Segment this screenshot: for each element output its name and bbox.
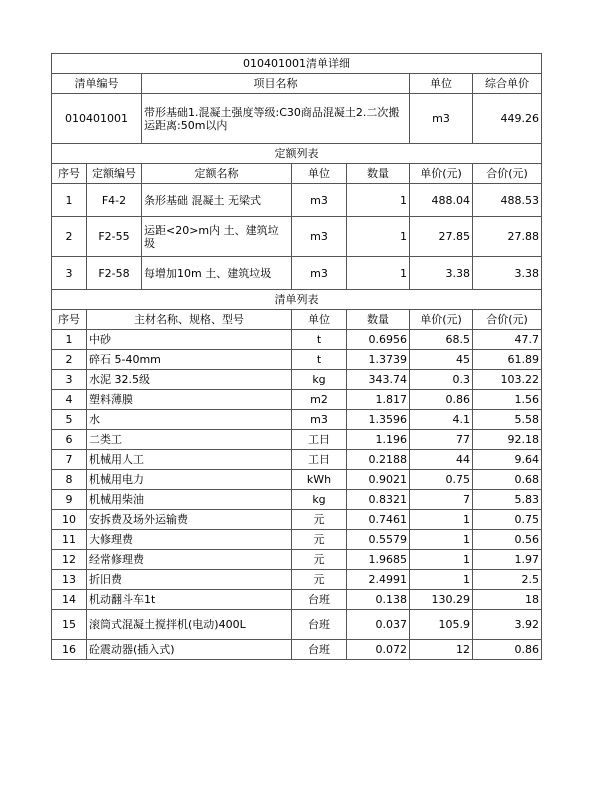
- material-seq: 10: [52, 510, 87, 530]
- quota-qty: 1: [347, 257, 410, 290]
- bill-name-header: 项目名称: [142, 74, 410, 94]
- material-qty: 1.3739: [347, 350, 410, 370]
- material-qty: 343.74: [347, 370, 410, 390]
- quota-unit-price: 27.85: [410, 217, 473, 257]
- material-row: [52, 450, 542, 470]
- material-row: [52, 350, 542, 370]
- material-unit-price: 77: [410, 430, 473, 450]
- quota-name: 条形基础 混凝土 无梁式: [142, 184, 292, 217]
- material-name: 机械用柴油: [87, 490, 292, 510]
- material-unit-price: 0.3: [410, 370, 473, 390]
- material-total: 2.5: [473, 570, 542, 590]
- material-seq: 6: [52, 430, 87, 450]
- material-unit: 工日: [292, 430, 347, 450]
- material-unit: kWh: [292, 470, 347, 490]
- bill-detail-table: [51, 53, 542, 660]
- quota-unit: m3: [292, 184, 347, 217]
- material-qty-header: 数量: [347, 310, 410, 330]
- material-total: 103.22: [473, 370, 542, 390]
- material-qty: 0.5579: [347, 530, 410, 550]
- material-row: [52, 570, 542, 590]
- material-seq: 3: [52, 370, 87, 390]
- quota-seq: 1: [52, 184, 87, 217]
- quota-total-header: 合价(元): [473, 164, 542, 184]
- material-total-header: 合价(元): [473, 310, 542, 330]
- material-unit-price: 1: [410, 550, 473, 570]
- material-unit: 元: [292, 510, 347, 530]
- material-seq: 8: [52, 470, 87, 490]
- material-total: 1.97: [473, 550, 542, 570]
- material-row: [52, 530, 542, 550]
- material-section-title: 清单列表: [52, 290, 542, 310]
- material-seq: 11: [52, 530, 87, 550]
- material-unit-price: 68.5: [410, 330, 473, 350]
- material-total: 0.86: [473, 640, 542, 660]
- bill-code: 010401001: [52, 94, 142, 144]
- quota-unit: m3: [292, 217, 347, 257]
- material-unit: m2: [292, 390, 347, 410]
- material-row: [52, 410, 542, 430]
- material-seq: 1: [52, 330, 87, 350]
- material-qty: 1.9685: [347, 550, 410, 570]
- title-row: [52, 54, 542, 74]
- quota-code: F4-2: [87, 184, 142, 217]
- material-unit: 台班: [292, 640, 347, 660]
- quota-total: 27.88: [473, 217, 542, 257]
- material-row: [52, 590, 542, 610]
- material-seq: 2: [52, 350, 87, 370]
- material-unit: t: [292, 350, 347, 370]
- material-total: 5.83: [473, 490, 542, 510]
- material-row: [52, 430, 542, 450]
- material-name: 水: [87, 410, 292, 430]
- quota-unit-header: 单位: [292, 164, 347, 184]
- material-unit-price: 130.29: [410, 590, 473, 610]
- material-name: 二类工: [87, 430, 292, 450]
- material-qty: 1.3596: [347, 410, 410, 430]
- material-unit-price: 12: [410, 640, 473, 660]
- material-qty: 0.037: [347, 610, 410, 640]
- quota-header-row: [52, 164, 542, 184]
- material-total: 0.75: [473, 510, 542, 530]
- bill-unit-header: 单位: [410, 74, 473, 94]
- material-unit: t: [292, 330, 347, 350]
- material-total: 92.18: [473, 430, 542, 450]
- quota-total: 488.53: [473, 184, 542, 217]
- material-total: 3.92: [473, 610, 542, 640]
- quota-seq: 2: [52, 217, 87, 257]
- material-name: 机械用人工: [87, 450, 292, 470]
- quota-seq-header: 序号: [52, 164, 87, 184]
- material-unit: 台班: [292, 610, 347, 640]
- material-unit: 工日: [292, 450, 347, 470]
- bill-price-header: 综合单价: [473, 74, 542, 94]
- table-title: 010401001清单详细: [52, 54, 542, 74]
- material-name: 水泥 32.5级: [87, 370, 292, 390]
- quota-code: F2-55: [87, 217, 142, 257]
- material-unit: 元: [292, 550, 347, 570]
- material-unit-price: 1: [410, 530, 473, 550]
- material-seq: 7: [52, 450, 87, 470]
- quota-code: F2-58: [87, 257, 142, 290]
- quota-name-header: 定额名称: [142, 164, 292, 184]
- quota-row: [52, 184, 542, 217]
- material-row: [52, 390, 542, 410]
- material-name: 砼震动器(插入式): [87, 640, 292, 660]
- material-unit-price: 1: [410, 510, 473, 530]
- material-row: [52, 370, 542, 390]
- bill-row: [52, 94, 542, 144]
- material-qty: 0.2188: [347, 450, 410, 470]
- material-row: [52, 640, 542, 660]
- quota-name: 运距<20>m内 土、建筑垃圾: [142, 217, 292, 257]
- material-total: 9.64: [473, 450, 542, 470]
- material-row: [52, 470, 542, 490]
- quota-total: 3.38: [473, 257, 542, 290]
- quota-unit-price: 3.38: [410, 257, 473, 290]
- material-total: 5.58: [473, 410, 542, 430]
- material-name: 碎石 5-40mm: [87, 350, 292, 370]
- quota-section-title: 定额列表: [52, 144, 542, 164]
- material-unit: 台班: [292, 590, 347, 610]
- material-unit: m3: [292, 410, 347, 430]
- bill-header-row: [52, 74, 542, 94]
- material-row: [52, 550, 542, 570]
- quota-qty-header: 数量: [347, 164, 410, 184]
- bill-price: 449.26: [473, 94, 542, 144]
- material-seq: 4: [52, 390, 87, 410]
- material-name: 滚筒式混凝土搅拌机(电动)400L: [87, 610, 292, 640]
- material-unit-price: 0.75: [410, 470, 473, 490]
- material-name: 折旧费: [87, 570, 292, 590]
- material-total: 61.89: [473, 350, 542, 370]
- quota-section-row: [52, 144, 542, 164]
- quota-seq: 3: [52, 257, 87, 290]
- material-header-row: [52, 310, 542, 330]
- material-seq: 13: [52, 570, 87, 590]
- material-qty: 0.6956: [347, 330, 410, 350]
- material-name: 塑料薄膜: [87, 390, 292, 410]
- material-name: 机动翻斗车1t: [87, 590, 292, 610]
- material-total: 1.56: [473, 390, 542, 410]
- material-unit-price-header: 单价(元): [410, 310, 473, 330]
- material-unit-price: 7: [410, 490, 473, 510]
- quota-name: 每增加10m 土、建筑垃圾: [142, 257, 292, 290]
- material-qty: 0.138: [347, 590, 410, 610]
- quota-code-header: 定额编号: [87, 164, 142, 184]
- material-seq-header: 序号: [52, 310, 87, 330]
- material-seq: 5: [52, 410, 87, 430]
- material-seq: 14: [52, 590, 87, 610]
- material-name: 机械用电力: [87, 470, 292, 490]
- quota-qty: 1: [347, 217, 410, 257]
- material-qty: 1.817: [347, 390, 410, 410]
- material-qty: 0.072: [347, 640, 410, 660]
- material-seq: 15: [52, 610, 87, 640]
- material-unit-price: 1: [410, 570, 473, 590]
- material-seq: 9: [52, 490, 87, 510]
- bill-unit: m3: [410, 94, 473, 144]
- material-list: [52, 330, 542, 660]
- quota-row: [52, 217, 542, 257]
- material-row: [52, 510, 542, 530]
- material-name-header: 主材名称、规格、型号: [87, 310, 292, 330]
- quota-unit-price-header: 单价(元): [410, 164, 473, 184]
- material-unit-price: 45: [410, 350, 473, 370]
- material-unit-price: 44: [410, 450, 473, 470]
- material-unit-price: 0.86: [410, 390, 473, 410]
- bill-code-header: 清单编号: [52, 74, 142, 94]
- quota-qty: 1: [347, 184, 410, 217]
- material-row: [52, 330, 542, 350]
- material-name: 经常修理费: [87, 550, 292, 570]
- material-unit-price: 4.1: [410, 410, 473, 430]
- material-qty: 0.9021: [347, 470, 410, 490]
- material-row: [52, 490, 542, 510]
- quota-unit-price: 488.04: [410, 184, 473, 217]
- material-total: 47.7: [473, 330, 542, 350]
- material-name: 大修理费: [87, 530, 292, 550]
- material-unit-header: 单位: [292, 310, 347, 330]
- quota-row: [52, 257, 542, 290]
- material-unit: 元: [292, 530, 347, 550]
- material-unit: kg: [292, 490, 347, 510]
- material-section-row: [52, 290, 542, 310]
- material-qty: 0.7461: [347, 510, 410, 530]
- bill-name: 带形基础1.混凝土强度等级:C30商品混凝土2.二次搬运距离:50m以内: [142, 94, 410, 144]
- material-row: [52, 610, 542, 640]
- material-unit: 元: [292, 570, 347, 590]
- material-seq: 12: [52, 550, 87, 570]
- material-total: 0.68: [473, 470, 542, 490]
- material-total: 0.56: [473, 530, 542, 550]
- material-name: 中砂: [87, 330, 292, 350]
- material-seq: 16: [52, 640, 87, 660]
- quota-unit: m3: [292, 257, 347, 290]
- material-qty: 1.196: [347, 430, 410, 450]
- material-qty: 0.8321: [347, 490, 410, 510]
- material-unit-price: 105.9: [410, 610, 473, 640]
- material-total: 18: [473, 590, 542, 610]
- material-unit: kg: [292, 370, 347, 390]
- material-name: 安拆费及场外运输费: [87, 510, 292, 530]
- material-qty: 2.4991: [347, 570, 410, 590]
